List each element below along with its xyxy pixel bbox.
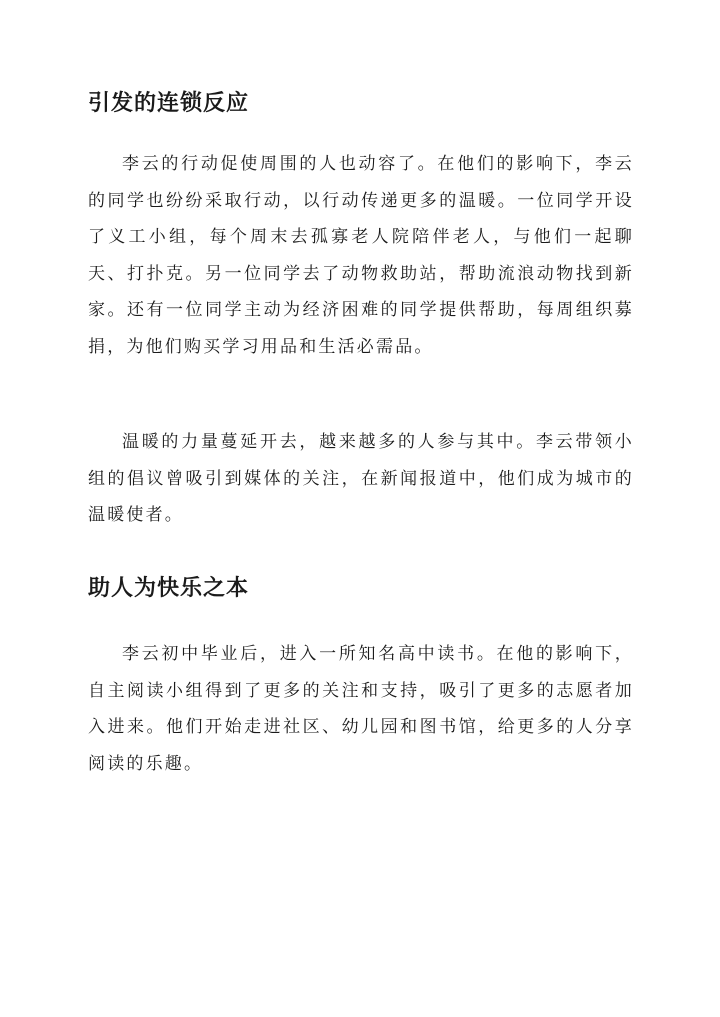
section-heading: 引发的连锁反应 (88, 90, 250, 116)
paragraph: 李云初中毕业后，进入一所知名高中读书。在他的影响下，自主阅读小组得到了更多的关注和支持，吸引了更多的志愿者加入进来。他们开始走进社区、幼儿园和图书馆，给更多的人分享阅读的乐趣。 (88, 644, 634, 774)
paragraph: 李云的行动促使周围的人也动容了。在他们的影响下，李云的同学也纷纷采取行动，以行动传递更多的温暖。一位同学开设了义工小组，每个周末去孤寡老人院陪伴老人，与他们一起聊天、打扑克。另一位同学去了动物救助站，帮助流浪动物找到新家。还有一位同学主动为经济困难的同学提供帮助，每周组织募捐，为他们购买学习用品和生活必需品。 (88, 154, 634, 357)
section-heading: 助人为快乐之本 (88, 575, 250, 601)
paragraph: 温暖的力量蔓延开去，越来越多的人参与其中。李云带领小组的倡议曾吸引到媒体的关注，在新闻报道中，他们成为城市的温暖使者。 (88, 432, 634, 525)
